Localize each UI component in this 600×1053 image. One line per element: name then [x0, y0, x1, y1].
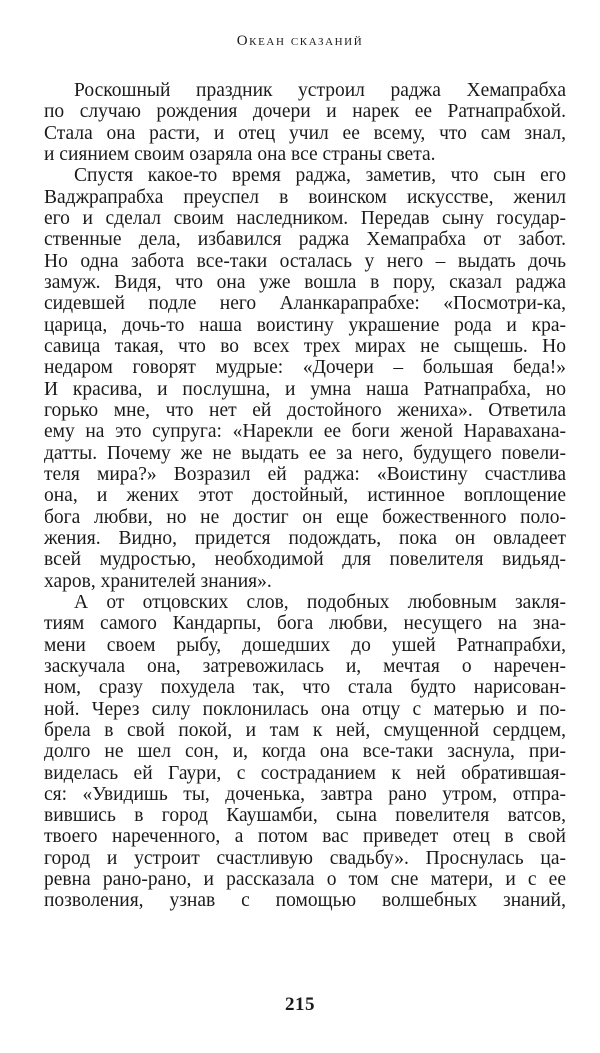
- text-line: недаром говорят мудрые: «Дочери – большая беда!»: [44, 357, 566, 379]
- text-line: долго не шел сон, и, когда она все-таки заснула, при-: [44, 741, 566, 763]
- text-line: Стала она расти, и отец учил ее всему, что сам знал,: [44, 122, 566, 144]
- text-line: ревна рано-рано, и рассказала о том сне матери, и с ее: [44, 869, 566, 891]
- text-line: твоего нареченного, а потом вас приведет отец в свой: [44, 826, 566, 848]
- text-line: И красива, и послушна, и умна наша Ратнапрабха, но: [44, 378, 566, 400]
- text-line: по случаю рождения дочери и нарек ее Ратнапрабхой.: [44, 101, 566, 123]
- text-line: Спустя какое-то время раджа, заметив, что сын его: [74, 165, 566, 187]
- text-line: сидевшей подле него Аланкарапрабхе: «Посмотри-ка,: [44, 293, 566, 315]
- text-line: царица, дочь-то наша воистину украшение рода и кра-: [44, 314, 566, 336]
- text-line: теля мира?» Возразил ей раджа: «Воистину счастлива: [44, 463, 566, 485]
- text-line: позволения, узнав с помощью волшебных знаний,: [44, 890, 566, 912]
- running-head: Океан сказаний: [236, 33, 364, 49]
- text-line: заскучала она, затревожилась и, мечтая о наречен-: [44, 655, 566, 677]
- text-line: горько мне, что нет ей достойного жениха». Ответила: [44, 399, 566, 421]
- text-line: А от отцовских слов, подобных любовным закля-: [74, 591, 566, 613]
- text-line: ственные дела, избавился раджа Хемапрабха от забот.: [44, 229, 566, 251]
- text-line: мени своем рыбу, дошедших до ушей Ратнапрабхи,: [44, 634, 566, 656]
- text-line: харов, хранителей знания».: [44, 570, 272, 592]
- text-line: ему на это супруга: «Нарекли ее боги женой Наравахана-: [44, 421, 566, 443]
- text-line: его и сделал своим наследником. Передав сыну государ-: [44, 207, 566, 229]
- text-line: ной. Через силу поклонилась она отцу с матерью и по-: [44, 698, 566, 720]
- text-line: виделась ей Гаури, с состраданием к ней обратившая-: [44, 762, 566, 784]
- body-text: [44, 80, 566, 912]
- page-number: 215: [285, 994, 315, 1015]
- text-line: ся: «Увидишь ты, доченька, завтра рано утром, отпра-: [44, 783, 566, 805]
- text-line: всей мудростью, необходимой для повелителя видьяд-: [44, 549, 566, 571]
- text-line: вившись в город Каушамби, сына повелителя ватсов,: [44, 805, 566, 827]
- text-line: она, и жених этот достойный, истинное воплощение: [44, 485, 566, 507]
- text-line: Но одна забота все-таки осталась у него – выдать дочь: [44, 250, 566, 272]
- text-line: брела в свой покой, и там к ней, смущенной сердцем,: [44, 719, 566, 741]
- text-line: савица такая, что во всех трех мирах не сыщешь. Но: [44, 335, 566, 357]
- text-line: Ваджрапрабха преуспел в воинском искусстве, женил: [44, 186, 566, 208]
- text-line: жения. Видно, придется подождать, пока он овладеет: [44, 527, 566, 549]
- text-line: бога любви, но не достиг он еще божественного поло-: [44, 506, 566, 528]
- text-line: тиям самого Кандарпы, бога любви, несущего на зна-: [44, 613, 566, 635]
- text-line: Роскошный праздник устроил раджа Хемапрабха: [74, 80, 566, 101]
- text-line: и сиянием своим озаряла она все страны света.: [44, 143, 436, 165]
- text-line: город и устроит счастливую свадьбу». Проснулась ца-: [44, 847, 566, 869]
- text-line: ном, сразу похудела так, что стала будто нарисован-: [44, 677, 566, 699]
- text-line: датты. Почему же не выдать ее за него, будущего повели-: [44, 442, 566, 464]
- text-line: замуж. Видя, что она уже вошла в пору, сказал раджа: [44, 271, 566, 293]
